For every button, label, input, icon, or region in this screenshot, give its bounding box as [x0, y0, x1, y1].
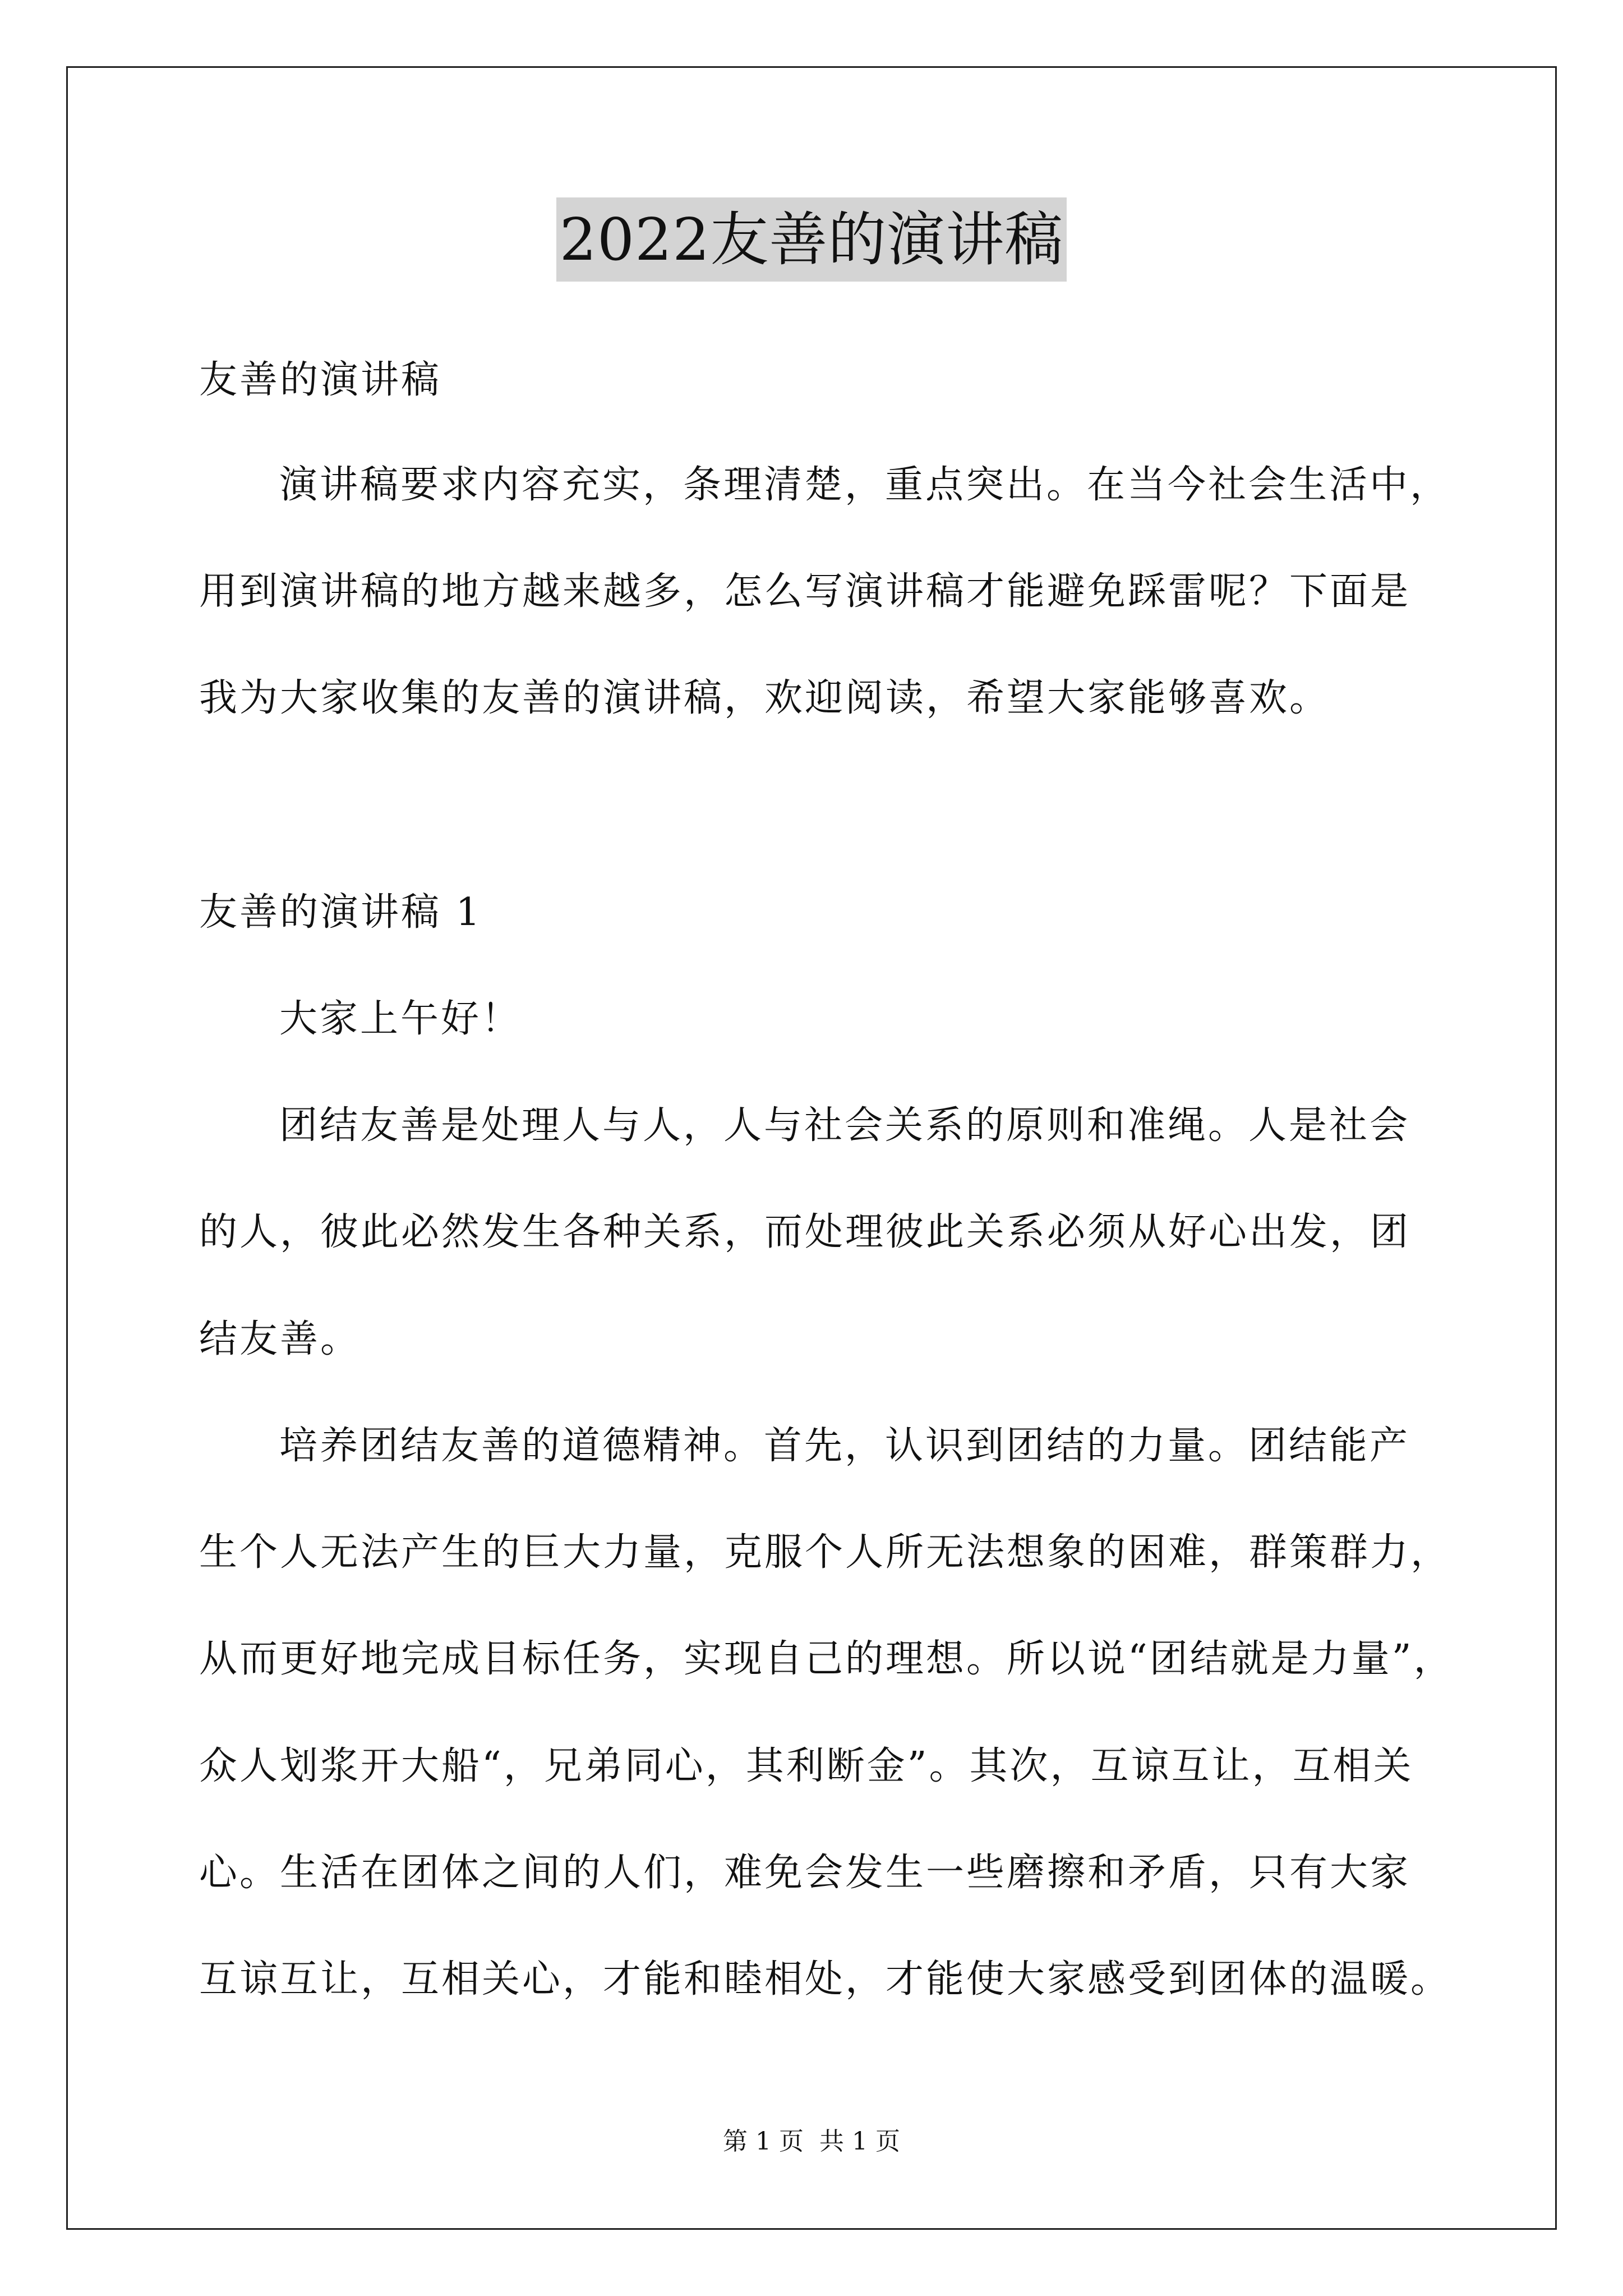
- body-line-5: 生个人无法产生的巨大力量，克服个人所无法想象的困难，群策群力，: [199, 1530, 1451, 1575]
- body-line-7: 众人划浆开大船“，兄弟同心，其利断金”。其次，互谅互让，互相关: [199, 1744, 1414, 1788]
- body-line-3: 结友善。: [199, 1317, 361, 1361]
- greeting-line: 大家上午好！: [279, 997, 522, 1041]
- page-footer: [0, 2125, 1623, 2159]
- intro-line-1: 演讲稿要求内容充实，条理清楚，重点突出。在当今社会生活中，: [279, 463, 1451, 507]
- intro-line-2: 用到演讲稿的地方越来越多，怎么写演讲稿才能避免踩雷呢？下面是: [199, 569, 1411, 614]
- intro-line-3: 我为大家收集的友善的演讲稿，欢迎阅读，希望大家能够喜欢。: [199, 676, 1330, 720]
- subtitle-line: 友善的演讲稿: [199, 358, 442, 402]
- body-line-6: 从而更好地完成目标任务，实现自己的理想。所以说“团结就是力量”，: [199, 1637, 1454, 1681]
- body-line-8: 心。生活在团体之间的人们，难免会发生一些磨擦和矛盾，只有大家: [199, 1851, 1411, 1895]
- body-line-2: 的人，彼此必然发生各种关系，而处理彼此关系必须从好心出发，团: [199, 1210, 1411, 1254]
- document-title: 2022友善的演讲稿: [556, 197, 1067, 282]
- page-total: 共 1 页: [819, 2127, 900, 2156]
- title-block: [0, 197, 1623, 282]
- body-line-4: 培养团结友善的道德精神。首先，认识到团结的力量。团结能产: [279, 1424, 1410, 1468]
- body-line-1: 团结友善是处理人与人，人与社会关系的原则和准绳。人是社会: [279, 1103, 1410, 1148]
- body-line-9: 互谅互让，互相关心，才能和睦相处，才能使大家感受到团体的温暖。: [199, 1957, 1451, 2001]
- page-number: 第 1 页: [723, 2127, 804, 2156]
- section-heading: 友善的演讲稿 1: [199, 890, 482, 935]
